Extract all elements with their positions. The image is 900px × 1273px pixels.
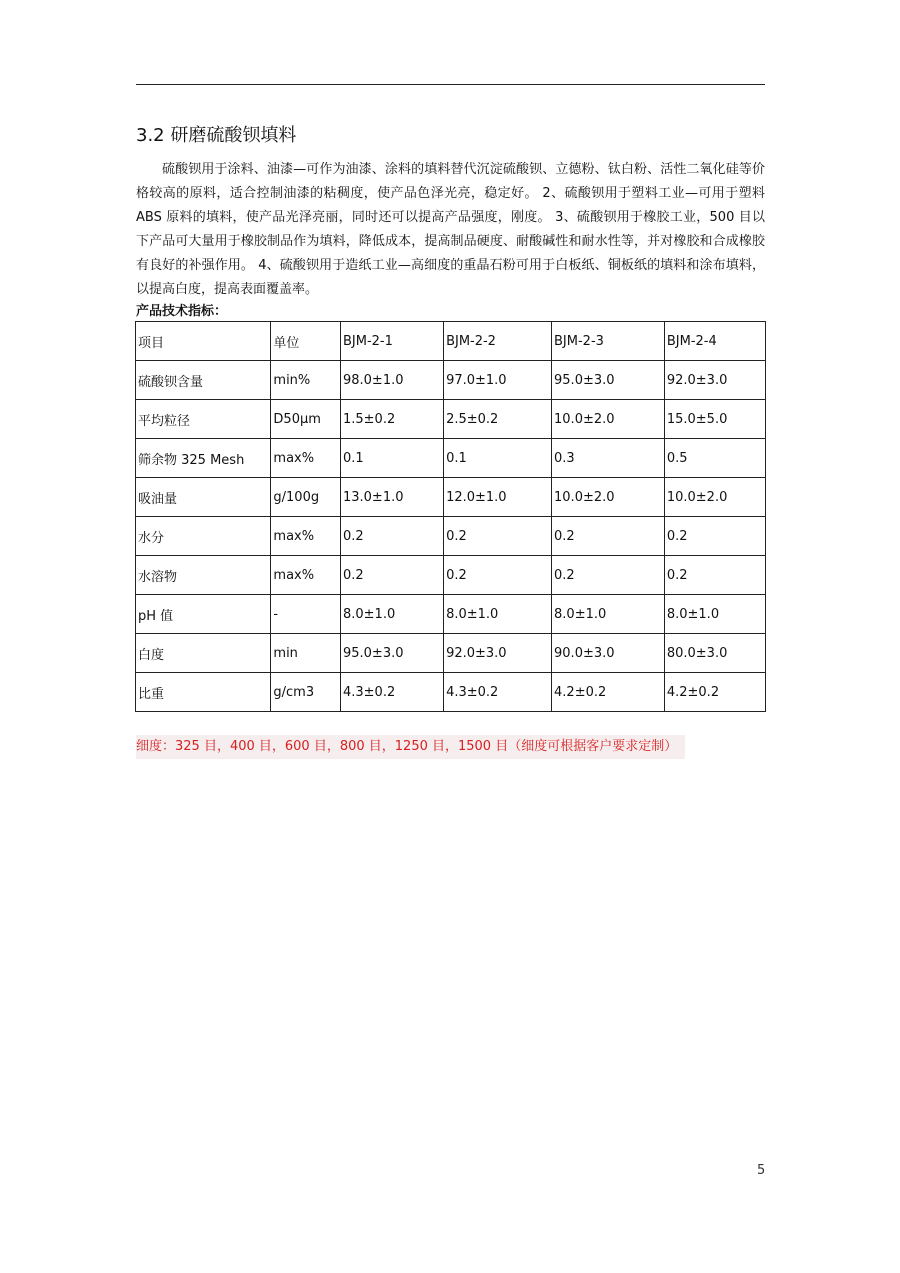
table-cell-unit: max% <box>271 517 341 556</box>
table-cell-unit: min% <box>271 361 341 400</box>
table-cell-item: 水分 <box>136 517 271 556</box>
header-cell-bjm-2-4: BJM-2-4 <box>664 322 765 361</box>
header-rule <box>136 84 765 85</box>
table-cell-item: 筛余物 325 Mesh <box>136 439 271 478</box>
table-cell-bjm-2-1: 1.5±0.2 <box>340 400 443 439</box>
table-cell-bjm-2-2: 2.5±0.2 <box>444 400 552 439</box>
table-cell-unit: - <box>271 595 341 634</box>
table-cell-bjm-2-1: 95.0±3.0 <box>340 634 443 673</box>
table-row <box>136 517 766 556</box>
table-row <box>136 556 766 595</box>
table-row <box>136 361 766 400</box>
table-cell-bjm-2-3: 10.0±2.0 <box>552 478 665 517</box>
table-cell-bjm-2-3: 0.2 <box>552 556 665 595</box>
table-row <box>136 478 766 517</box>
table-cell-bjm-2-3: 95.0±3.0 <box>552 361 665 400</box>
table-cell-item: 平均粒径 <box>136 400 271 439</box>
table-cell-bjm-2-1: 0.2 <box>340 517 443 556</box>
table-cell-item: 白度 <box>136 634 271 673</box>
header-cell-bjm-2-2: BJM-2-2 <box>444 322 552 361</box>
table-cell-bjm-2-4: 0.2 <box>664 517 765 556</box>
table-cell-bjm-2-2: 4.3±0.2 <box>444 673 552 712</box>
table-cell-bjm-2-3: 0.2 <box>552 517 665 556</box>
table-row <box>136 595 766 634</box>
table-cell-bjm-2-4: 4.2±0.2 <box>664 673 765 712</box>
table-cell-bjm-2-3: 0.3 <box>552 439 665 478</box>
table-cell-unit: D50μm <box>271 400 341 439</box>
body-paragraph: 硫酸钡用于涂料、油漆—可作为油漆、涂料的填料替代沉淀硫酸钡、立德粉、钛白粉、活性二氧化硅等价格较高的原料，适合控制油漆的粘稠度，使产品色泽光亮，稳定好。 2、硫酸钡用于塑料工业—可用于塑料 ABS 原料的填料，使产品光泽亮丽，同时还可以提高产品强度，刚度。 3、硫酸钡用于橡胶工业，500 目以下产品可大量用于橡胶制品作为填料，降低成本，提高制品硬度、耐酸碱性和耐水性等，并对橡胶和合成橡胶有良好的补强作用。 4、硫酸钡用于造纸工业—高细度的重晶石粉可用于白板纸、铜板纸的填料和涂布填料，以提高白度，提高表面覆盖率。 <box>136 162 765 297</box>
table-cell-bjm-2-1: 13.0±1.0 <box>340 478 443 517</box>
table-cell-bjm-2-3: 90.0±3.0 <box>552 634 665 673</box>
table-cell-bjm-2-2: 0.2 <box>444 517 552 556</box>
table-row <box>136 400 766 439</box>
table-cell-bjm-2-2: 97.0±1.0 <box>444 361 552 400</box>
table-cell-bjm-2-4: 0.5 <box>664 439 765 478</box>
table-cell-item: 吸油量 <box>136 478 271 517</box>
table-row <box>136 634 766 673</box>
table-cell-unit: max% <box>271 556 341 595</box>
table-cell-item: 水溶物 <box>136 556 271 595</box>
table-cell-bjm-2-3: 4.2±0.2 <box>552 673 665 712</box>
table-cell-bjm-2-2: 92.0±3.0 <box>444 634 552 673</box>
header-cell-bjm-2-1: BJM-2-1 <box>340 322 443 361</box>
table-cell-bjm-2-4: 10.0±2.0 <box>664 478 765 517</box>
table-row <box>136 439 766 478</box>
table-cell-bjm-2-1: 0.2 <box>340 556 443 595</box>
table-cell-bjm-2-4: 92.0±3.0 <box>664 361 765 400</box>
table-cell-bjm-2-1: 4.3±0.2 <box>340 673 443 712</box>
page-number: 5 <box>757 1163 766 1178</box>
table-cell-unit: min <box>271 634 341 673</box>
table-cell-bjm-2-3: 8.0±1.0 <box>552 595 665 634</box>
header-cell-bjm-2-3: BJM-2-3 <box>552 322 665 361</box>
table-cell-unit: g/cm3 <box>271 673 341 712</box>
header-cell-item: 项目 <box>136 322 271 361</box>
table-cell-item: 硫酸钡含量 <box>136 361 271 400</box>
table-cell-unit: g/100g <box>271 478 341 517</box>
table-cell-bjm-2-1: 8.0±1.0 <box>340 595 443 634</box>
spec-heading: 产品技术指标： <box>136 304 228 319</box>
spec-table <box>135 321 766 712</box>
section-title: 3.2 研磨硫酸钡填料 <box>136 125 297 146</box>
table-header-row <box>136 322 766 361</box>
header-cell-unit: 单位 <box>271 322 341 361</box>
table-cell-item: pH 值 <box>136 595 271 634</box>
table-cell-bjm-2-3: 10.0±2.0 <box>552 400 665 439</box>
table-cell-item: 比重 <box>136 673 271 712</box>
table-cell-bjm-2-1: 98.0±1.0 <box>340 361 443 400</box>
table-cell-bjm-2-4: 80.0±3.0 <box>664 634 765 673</box>
table-cell-bjm-2-4: 0.2 <box>664 556 765 595</box>
table-cell-bjm-2-1: 0.1 <box>340 439 443 478</box>
table-cell-bjm-2-2: 0.1 <box>444 439 552 478</box>
fineness-note: 细度：325 目，400 目，600 目，800 目，1250 目，1500 目（细度可根据客户要求定制） <box>136 735 685 759</box>
table-cell-bjm-2-2: 12.0±1.0 <box>444 478 552 517</box>
table-row <box>136 673 766 712</box>
table-cell-bjm-2-2: 0.2 <box>444 556 552 595</box>
table-cell-bjm-2-4: 15.0±5.0 <box>664 400 765 439</box>
table-cell-unit: max% <box>271 439 341 478</box>
table-cell-bjm-2-2: 8.0±1.0 <box>444 595 552 634</box>
table-cell-bjm-2-4: 8.0±1.0 <box>664 595 765 634</box>
